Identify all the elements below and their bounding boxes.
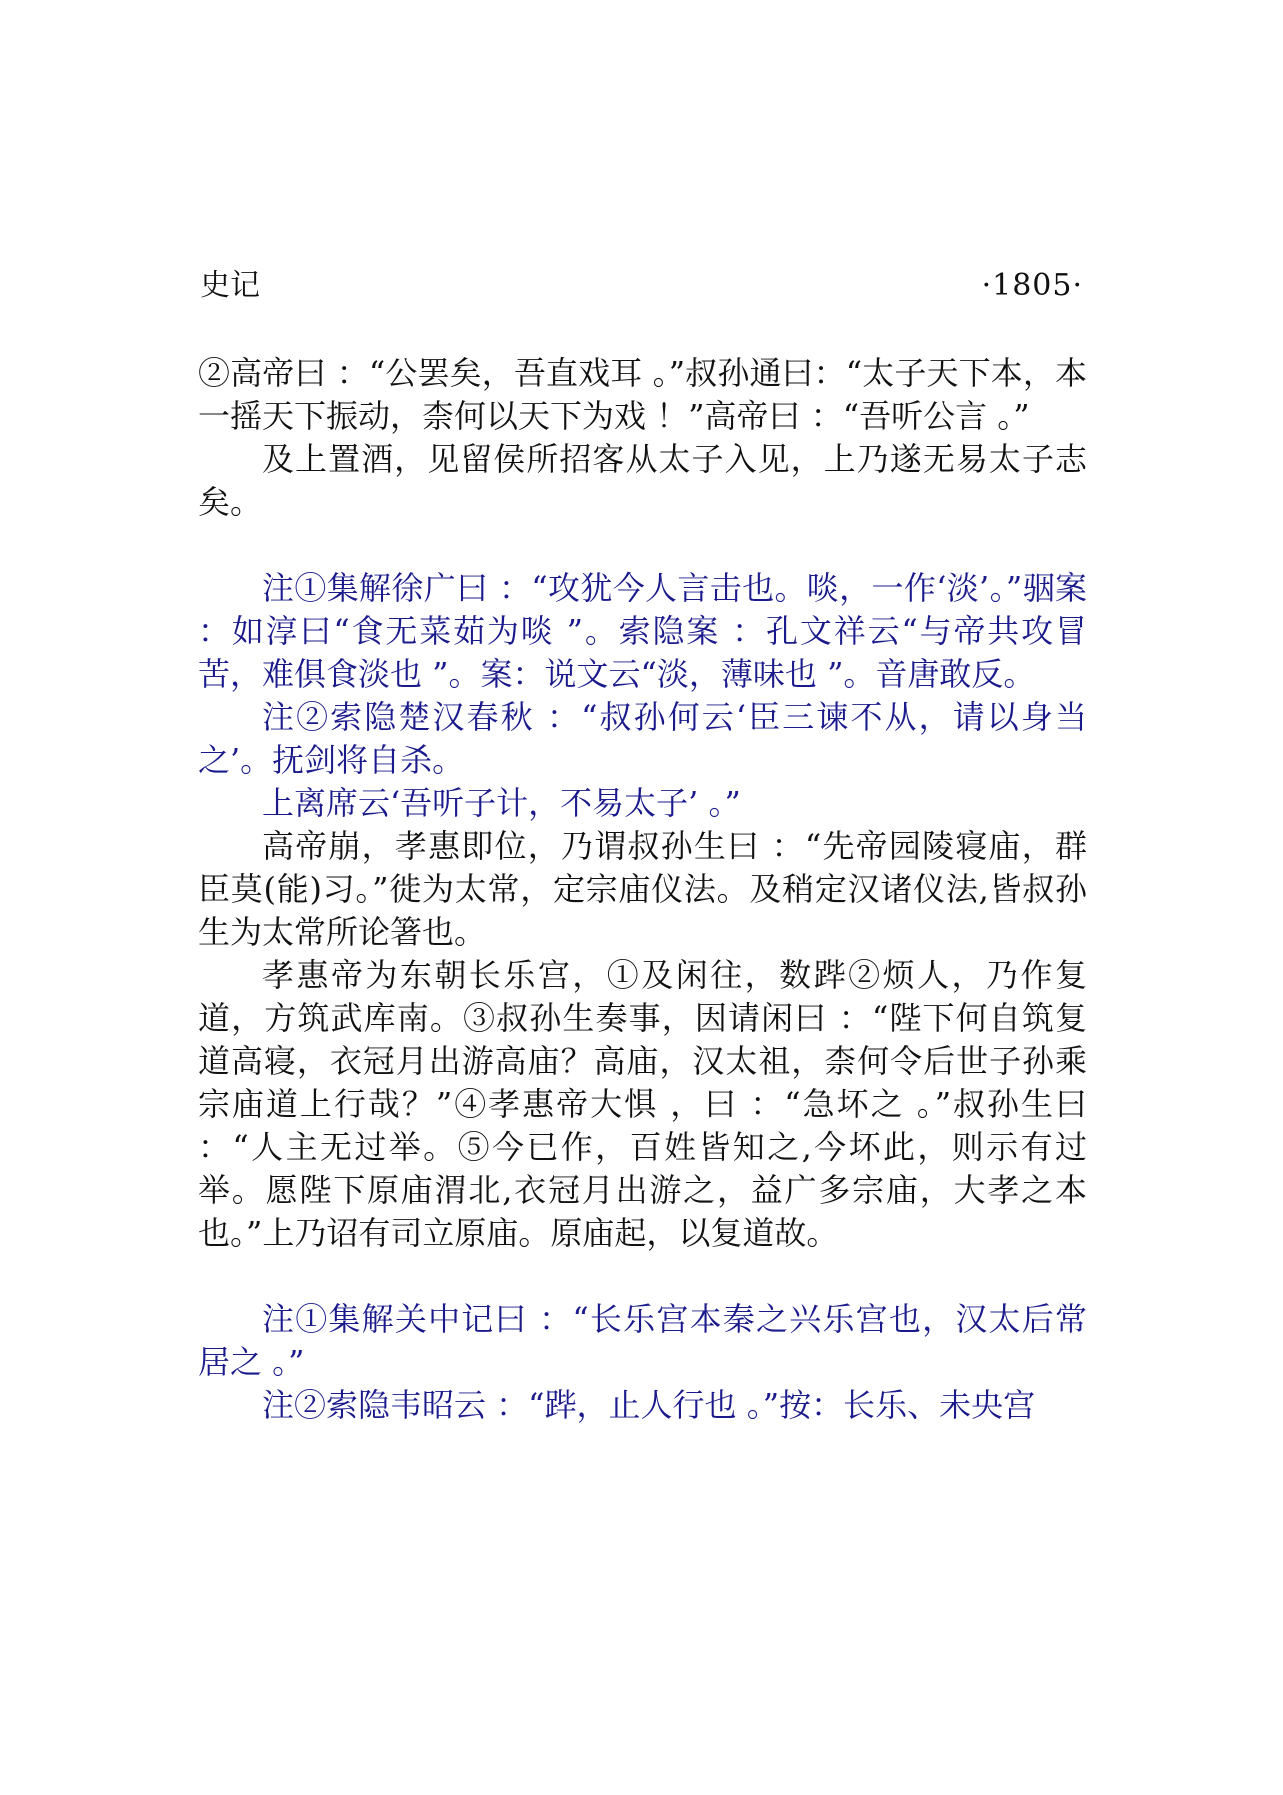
paragraph: ②高帝曰 ：“公罢矣，吾直戏耳 。”叔孙通曰：“太子天下本，本一摇天下振动，柰何以天下为戏 ！”高帝曰 ：“吾听公言 。” — [198, 354, 1087, 435]
page-body — [198, 352, 1087, 1427]
annotation-note: 注②索隐楚汉春秋 ：“叔孙何云‘臣三谏不从，请以身当之’。抚剑将自杀。 — [198, 698, 1087, 779]
section-gap — [198, 1255, 1087, 1298]
paragraph: 高帝崩，孝惠即位，乃谓叔孙生曰 ：“先帝园陵寝庙，群臣莫(能)习。”徙为太常，定宗庙仪法。及稍定汉诸仪法,皆叔孙生为太常所论箸也。 — [198, 827, 1087, 951]
paragraph: 及上置酒，见留侯所招客从太子入见，上乃遂无易太子志矣。 — [198, 440, 1087, 521]
section-gap — [198, 524, 1087, 567]
page-number: ·1805· — [981, 268, 1083, 303]
paragraph: 孝惠帝为东朝长乐宫，①及闲往，数跸②烦人，乃作复道，方筑武库南。③叔孙生奏事，因请闲曰 ：“陛下何自筑复道高寝，衣冠月出游高庙？高庙，汉太祖，柰何令后世子孙乘宗庙道上行哉？”④孝惠帝大惧 ，曰 ：“急坏之 。”叔孙生曰 ：“人主无过举。⑤今已作，百姓皆知之,今坏此，则示有过举。愿陛下原庙渭北,衣冠月出游之，益广多宗庙，大孝之本也。”上乃诏有司立原庙。原庙起，以复道故。 — [198, 956, 1087, 1252]
annotation-note: 注①集解徐广曰 ：“攻犹今人言击也。啖，一作‘淡’。”骃案 ：如淳曰“食无菜茹为啖 ”。索隐案 ：孔文祥云“与帝共攻冒苦，难俱食淡也 ”。案：说文云“淡，薄味也 ”。音唐敢反。 — [198, 569, 1087, 693]
annotation-note: 上离席云‘吾听子计，不易太子’ 。” — [262, 784, 741, 822]
book-title: 史记 — [200, 268, 260, 303]
annotation-note: 注①集解关中记曰 ：“长乐宫本秦之兴乐宫也，汉太后常居之 。” — [198, 1300, 1087, 1381]
annotation-note: 注②索隐韦昭云 ：“跸，止人行也 。”按：长乐、未央宫 — [262, 1386, 1036, 1424]
page-header — [200, 266, 1083, 306]
